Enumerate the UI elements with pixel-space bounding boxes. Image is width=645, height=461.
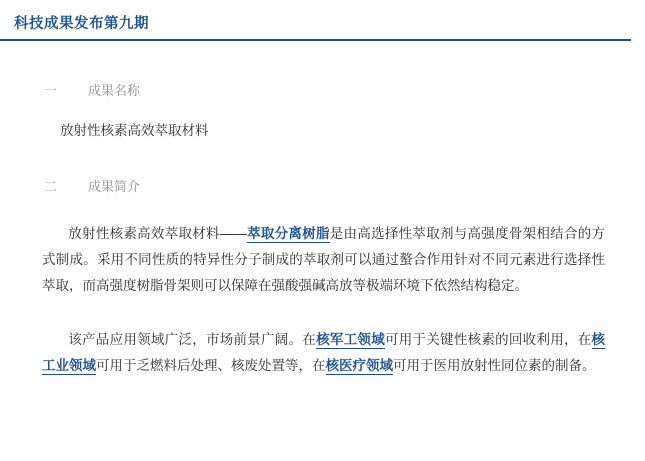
keyword-nuclear-military: 核军工领域 bbox=[316, 332, 385, 347]
paragraph-2-part-1: 该产品应用领域广泛，市场前景广阔。在 bbox=[68, 332, 317, 347]
page-title: 科技成果发布第九期 bbox=[14, 16, 149, 32]
document-header bbox=[0, 14, 645, 47]
paragraph-1-part-1: 放射性核素高效萃取材料—— bbox=[68, 226, 247, 241]
paragraph-2-part-2: 可用于关键性核素的回收利用，在 bbox=[384, 332, 592, 347]
section-number-1: 一 bbox=[44, 83, 58, 98]
section-number-2: 二 bbox=[44, 179, 58, 194]
keyword-nuclear-medicine: 核医疗领域 bbox=[325, 358, 393, 373]
section-label-1: 成果名称 bbox=[88, 83, 141, 98]
keyword-extraction-resin: 萃取分离树脂 bbox=[246, 226, 330, 241]
keyword-nuclear-industry: 核工业领域 bbox=[42, 332, 606, 373]
result-name-value: 放射性核素高效萃取材料 bbox=[60, 123, 209, 138]
section-heading-1 bbox=[44, 81, 645, 101]
paragraph-intro bbox=[42, 221, 605, 299]
document-page bbox=[0, 14, 645, 461]
header-divider bbox=[0, 39, 631, 41]
section-label-2: 成果简介 bbox=[88, 179, 141, 194]
paragraph-2-part-4: 可用于医用放射性同位素的制备。 bbox=[393, 358, 596, 373]
paragraph-2-part-3: 可用于乏燃料后处理、核废处置等，在 bbox=[96, 358, 326, 373]
section-heading-2 bbox=[44, 177, 645, 197]
header-divider-line bbox=[0, 39, 631, 41]
paragraph-application bbox=[42, 327, 605, 379]
paragraph-1-part-2: 是由高选择性萃取剂与高强度骨架相结合的方式制成。采用不同性质的特异性分子制成的萃取剂可以通过螯合作用针对不同元素进行选择性萃取，而高强度树脂骨架则可以保障在强酸强碱高放等极端环境下依然结构稳定。 bbox=[42, 226, 606, 293]
